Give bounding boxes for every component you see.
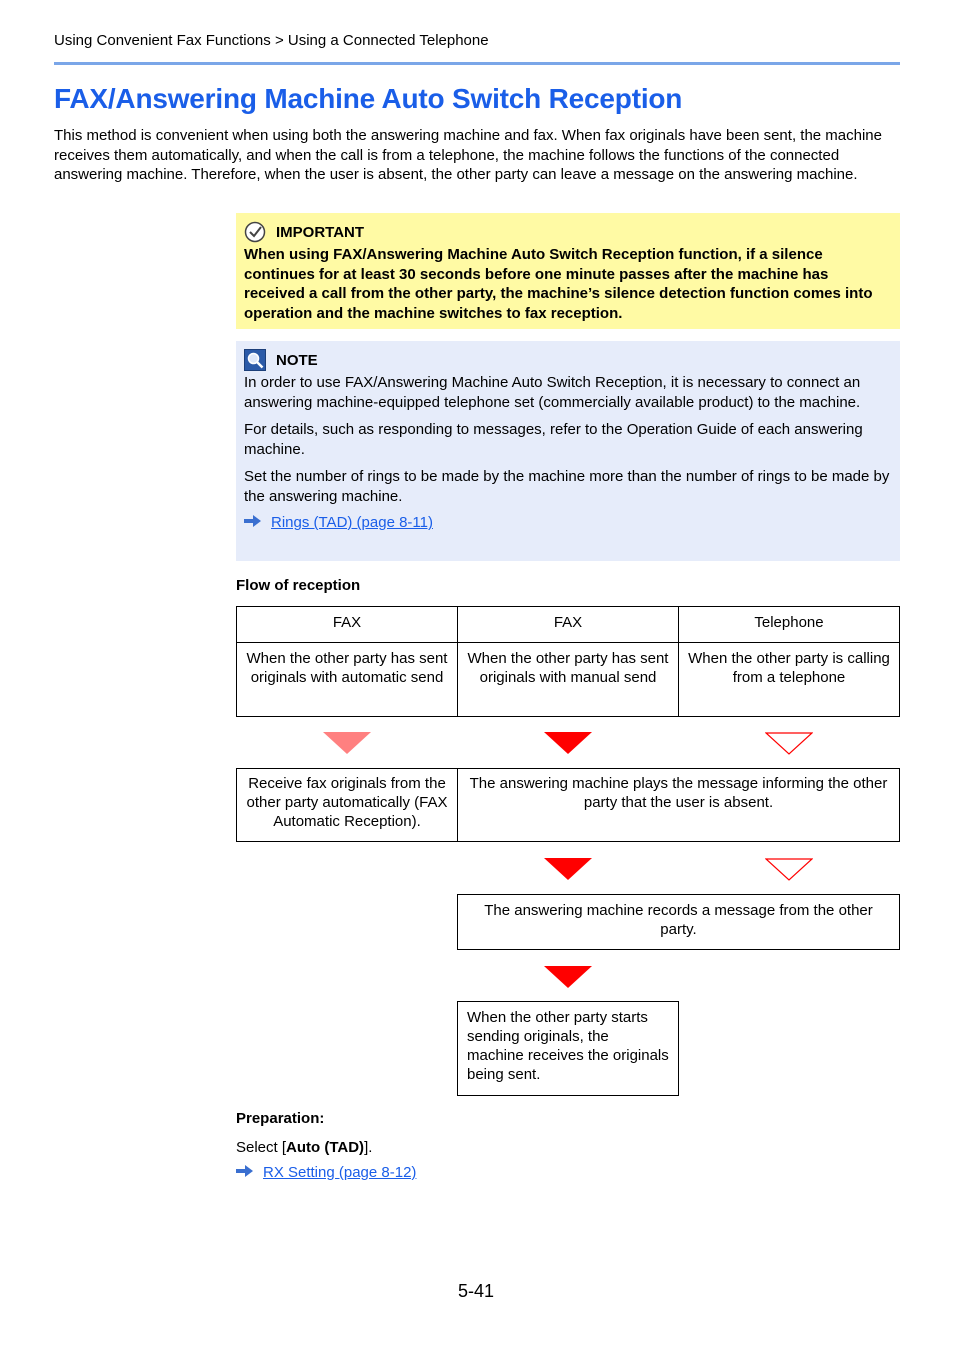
flow-header-fax-auto: FAX [237,607,458,643]
note-label: NOTE [276,351,318,369]
breadcrumb: Using Convenient Fax Functions > Using a Connected Telephone [54,32,489,49]
preparation-title: Preparation: [236,1110,325,1127]
flow-step-receive-originals: When the other party starts sending originals, the machine receives the originals being sent. [457,1001,679,1096]
flow-arrow-outline [765,858,813,882]
rings-tad-link[interactable]: Rings (TAD) (page 8-11) [271,514,433,531]
flow-arrow-solid [544,858,592,882]
check-circle-icon [244,221,266,243]
flow-title: Flow of reception [236,577,361,594]
flow-step-record-message: The answering machine records a message from the other party. [457,894,900,950]
note-paragraph: For details, such as responding to messages, refer to the Operation Guide of each answering machine. [244,421,863,458]
preparation-text-bold: Auto (TAD) [286,1139,365,1156]
flow-arrow-solid [544,732,592,756]
flow-arrow-solid [544,966,592,990]
link-arrow-icon [244,514,261,531]
header-rule [54,62,900,65]
flow-step-auto-reception: Receive fax originals from the other party automatically (FAX Automatic Reception). [236,768,458,842]
link-arrow-icon [236,1164,253,1181]
rx-setting-link[interactable]: RX Setting (page 8-12) [263,1164,417,1181]
flow-condition-auto: When the other party has sent originals with automatic send [237,643,458,717]
flow-arrow-light [323,732,371,756]
page-number: 5-41 [458,1281,495,1301]
flow-source-table [236,606,900,717]
flow-header-telephone: Telephone [679,607,900,643]
note-paragraph: Set the number of rings to be made by the machine more than the number of rings to be made by the answering machine. [244,468,890,505]
important-text: When using FAX/Answering Machine Auto Switch Reception function, if a silence continues for at least 30 seconds before one minute passes after the machine has received a call from the other party, the machine’s silence detection function comes into operation and the machine switches to fax reception. [244,246,873,322]
preparation-link-row [236,1164,416,1181]
flow-condition-manual: When the other party has sent originals with manual send [458,643,679,717]
flow-condition-telephone: When the other party is calling from a telephone [679,643,900,717]
note-paragraph: In order to use FAX/Answering Machine Auto Switch Reception, it is necessary to connect an answering machine-equipped telephone set (commercially available product) to the machine. [244,374,861,411]
flow-step-play-message: The answering machine plays the message informing the other party that the user is absent. [457,768,900,842]
flow-header-fax-manual: FAX [458,607,679,643]
important-label: IMPORTANT [276,223,365,241]
flow-arrow-outline [765,732,813,756]
magnifier-note-icon [244,349,266,371]
important-box [236,213,900,329]
preparation-text-suffix: ]. [364,1139,373,1156]
note-box [236,341,900,561]
intro-paragraph: This method is convenient when using both the answering machine and fax. When fax originals have been sent, the machine receives them automatically, and when the call is from a telephone, the machine follows the functions of the connected answering machine. Therefore, when the user is absent, the other party can leave a message on the answering machine. [54,127,882,183]
page-title: FAX/Answering Machine Auto Switch Reception [54,83,683,114]
preparation-text-prefix: Select [ [236,1139,287,1156]
preparation-text [236,1139,372,1156]
